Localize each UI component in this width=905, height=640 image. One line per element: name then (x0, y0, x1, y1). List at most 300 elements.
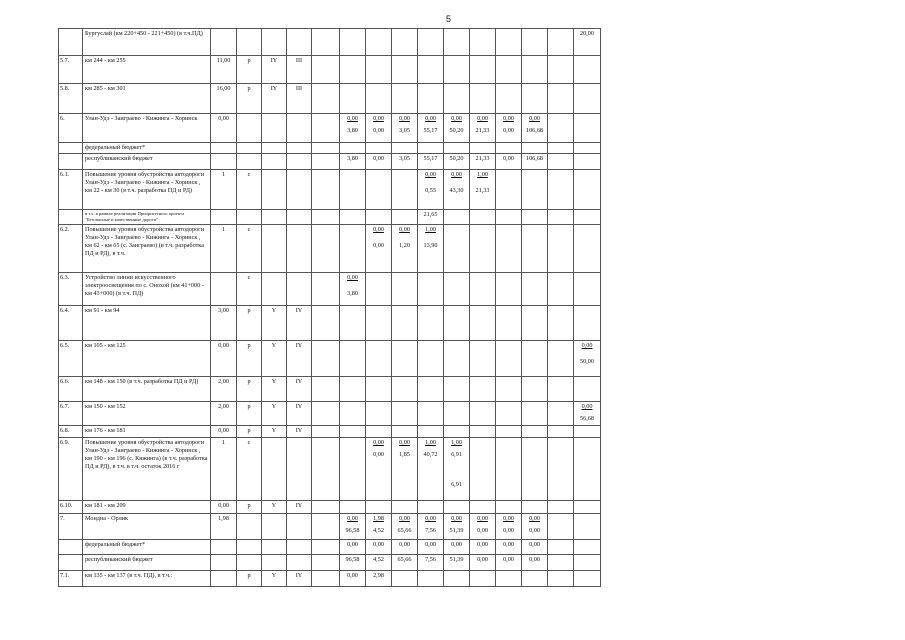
object-name-cell: федеральный бюджет* (83, 143, 211, 154)
object-name-cell: республиканский бюджет (83, 154, 211, 170)
empty-cell (312, 170, 340, 210)
object-name-cell: км 105 - км 125 (83, 341, 211, 377)
value-bottom: 50,00 (580, 358, 594, 365)
value-cell (340, 56, 366, 84)
empty-cell (312, 514, 340, 540)
empty-cell (312, 501, 340, 514)
row-number-cell: 6.8. (59, 426, 83, 438)
work-type-cell (237, 114, 262, 143)
value-top: 0,00 (529, 556, 540, 563)
category-before-cell: Y (262, 377, 287, 402)
value-top: 0,00 (581, 342, 593, 349)
value-cell (548, 341, 574, 377)
value-cell (392, 341, 418, 377)
category-after-cell (287, 438, 312, 501)
value-cell (444, 426, 470, 438)
table-row (59, 29, 601, 56)
value-cell (444, 306, 470, 341)
value-cell (418, 341, 444, 377)
empty-cell (312, 84, 340, 114)
value-cell (522, 56, 548, 84)
object-name-cell: км 244 - км 255 (83, 56, 211, 84)
value-cell (392, 29, 418, 56)
length-cell: 3,00 (211, 306, 237, 341)
category-before-cell (262, 143, 287, 154)
value-cell (548, 571, 574, 587)
value-cell (548, 402, 574, 426)
work-type-cell: с (237, 273, 262, 306)
value-cell (366, 56, 392, 84)
value-cell (548, 210, 574, 225)
value-top: 0,00 (399, 515, 410, 522)
value-cell (340, 170, 366, 210)
value-cell (418, 306, 444, 341)
table-row (59, 114, 601, 143)
empty-cell (312, 540, 340, 555)
value-cell (574, 306, 601, 341)
value-cell (522, 540, 548, 555)
table-row (59, 438, 601, 501)
value-top: 0,00 (399, 541, 410, 548)
value-top: 0,00 (399, 115, 410, 122)
value-cell (340, 84, 366, 114)
value-cell (522, 225, 548, 273)
row-number-cell (59, 555, 83, 571)
value-cell (522, 170, 548, 210)
value-cell (340, 438, 366, 501)
length-cell (211, 555, 237, 571)
work-type-cell: р (237, 501, 262, 514)
value-top: 0,00 (373, 439, 384, 446)
value-cell (522, 143, 548, 154)
value-bottom: 55,17 (423, 127, 438, 134)
value-cell (392, 555, 418, 571)
value-cell (340, 210, 366, 225)
value-cell (548, 273, 574, 306)
value-cell (392, 170, 418, 210)
value-top: 21,65 (423, 211, 438, 218)
object-name-cell: Повышение уровня обустройства автодороги Улан-Удэ - Заиграево - Кижинга - Хоринск , км 62 - км 65 (с. Заиграево) (в т.ч. разработка ПД и РД), в т.ч. (83, 225, 211, 273)
object-name-cell: Устройство линии искусственного электроосвещения по с. Онохой (км 41+000 - км 43+000) (в т.ч. ПД) (83, 273, 211, 306)
value-cell (574, 555, 601, 571)
category-before-cell: Y (262, 306, 287, 341)
value-top: 0,00 (373, 115, 384, 122)
value-cell (444, 402, 470, 426)
value-cell (418, 377, 444, 402)
value-cell (418, 56, 444, 84)
value-cell (470, 438, 496, 501)
table-row (59, 84, 601, 114)
row-number-cell: 5.7. (59, 56, 83, 84)
value-cell (418, 540, 444, 555)
table-row (59, 540, 601, 555)
value-cell (392, 273, 418, 306)
value-cell (496, 341, 522, 377)
value-top: 51,39 (449, 556, 464, 563)
value-cell (496, 56, 522, 84)
value-cell (496, 225, 522, 273)
value-cell (444, 501, 470, 514)
value-cell (418, 555, 444, 571)
length-cell (211, 210, 237, 225)
value-cell (340, 402, 366, 426)
value-bottom: 0,00 (477, 527, 488, 534)
value-cell (340, 540, 366, 555)
object-name-cell: Улан-Удэ - Заиграево - Кижинга - Хоринск (83, 114, 211, 143)
value-top: 106,68 (525, 155, 543, 162)
value-cell (574, 114, 601, 143)
value-cell (470, 555, 496, 571)
category-after-cell: IY (287, 571, 312, 587)
value-cell (392, 210, 418, 225)
value-cell (444, 154, 470, 170)
work-type-cell: р (237, 56, 262, 84)
value-cell (574, 170, 601, 210)
value-cell (470, 143, 496, 154)
value-cell (444, 143, 470, 154)
value-bottom: 0,55 (425, 187, 436, 194)
work-type-cell: с (237, 225, 262, 273)
value-cell (574, 143, 601, 154)
value-top: 0,00 (503, 115, 514, 122)
category-before-cell: IY (262, 56, 287, 84)
empty-cell (312, 56, 340, 84)
category-after-cell (287, 143, 312, 154)
table-row (59, 555, 601, 571)
value-cell (470, 426, 496, 438)
value-cell (418, 143, 444, 154)
object-name-cell: Мондна - Орлик (83, 514, 211, 540)
value-cell (418, 514, 444, 540)
value-cell (392, 571, 418, 587)
value-cell (418, 154, 444, 170)
value-cell (470, 571, 496, 587)
table-row (59, 306, 601, 341)
table-row (59, 154, 601, 170)
value-top: 0,00 (451, 171, 462, 178)
category-after-cell: IY (287, 402, 312, 426)
value-cell (392, 402, 418, 426)
value-cell (574, 56, 601, 84)
object-name-cell: республиканский бюджет (83, 555, 211, 571)
value-top: 0,00 (347, 115, 358, 122)
value-cell (392, 306, 418, 341)
value-bottom: 21,33 (475, 187, 490, 194)
value-cell (444, 273, 470, 306)
object-name-cell: Повышение уровня обустройства автодороги Улан-Удэ - Заиграево - Кижинга - Хоринск , км 190 - км 196 (с. Кижинга) (в т.ч. разработка ПД и РД), в т.ч. в т.ч. остаток 2016 г (83, 438, 211, 501)
row-number-cell: 6. (59, 114, 83, 143)
row-number-cell: 6.6. (59, 377, 83, 402)
empty-cell (312, 341, 340, 377)
value-top: 0,00 (347, 572, 358, 579)
value-cell (548, 501, 574, 514)
value-cell (522, 341, 548, 377)
value-cell (444, 514, 470, 540)
value-cell (444, 225, 470, 273)
table-row (59, 170, 601, 210)
value-cell (548, 555, 574, 571)
work-type-cell: с (237, 170, 262, 210)
empty-cell (312, 273, 340, 306)
value-cell (574, 571, 601, 587)
work-type-cell: р (237, 402, 262, 426)
value-cell (522, 571, 548, 587)
value-cell (496, 143, 522, 154)
table-row (59, 514, 601, 540)
length-cell: 1 (211, 438, 237, 501)
value-cell (444, 571, 470, 587)
value-cell (444, 170, 470, 210)
value-cell (522, 555, 548, 571)
value-cell (392, 154, 418, 170)
category-after-cell: III (287, 84, 312, 114)
value-cell (340, 341, 366, 377)
value-cell (522, 273, 548, 306)
value-cell (522, 210, 548, 225)
value-cell (366, 438, 392, 501)
value-top: 0,00 (529, 115, 540, 122)
length-cell (211, 29, 237, 56)
value-top: 3,05 (399, 155, 410, 162)
object-name-cell: км 181 - км 209 (83, 501, 211, 514)
value-top: 0,00 (399, 226, 410, 233)
value-cell (548, 306, 574, 341)
value-cell (418, 210, 444, 225)
category-after-cell: IY (287, 501, 312, 514)
category-before-cell (262, 438, 287, 501)
row-number-cell (59, 154, 83, 170)
value-cell (496, 29, 522, 56)
value-cell (392, 56, 418, 84)
value-cell (392, 426, 418, 438)
empty-cell (312, 143, 340, 154)
value-cell (418, 84, 444, 114)
value-cell (444, 210, 470, 225)
length-cell: 1,98 (211, 514, 237, 540)
value-cell (418, 501, 444, 514)
value-cell (522, 514, 548, 540)
value-top: 65,66 (397, 556, 412, 563)
value-top: 0,00 (451, 115, 462, 122)
value-cell (574, 341, 601, 377)
value-bottom: 4,52 (373, 527, 384, 534)
value-bottom: 0,00 (503, 527, 514, 534)
value-cell (418, 571, 444, 587)
value-top: 0,00 (399, 439, 410, 446)
length-cell: 1 (211, 225, 237, 273)
value-top: 7,56 (425, 556, 436, 563)
value-bottom: 0,00 (529, 527, 540, 534)
value-cell (340, 114, 366, 143)
table-row (59, 571, 601, 587)
category-after-cell (287, 210, 312, 225)
value-top: 0,00 (529, 515, 540, 522)
page-number: 5 (446, 14, 452, 24)
empty-cell (312, 426, 340, 438)
category-after-cell: IY (287, 341, 312, 377)
work-type-cell (237, 29, 262, 56)
value-cell (496, 438, 522, 501)
category-after-cell (287, 29, 312, 56)
value-cell (444, 114, 470, 143)
value-cell (548, 438, 574, 501)
value-cell (366, 501, 392, 514)
work-type-cell (237, 154, 262, 170)
value-cell (366, 143, 392, 154)
value-cell (548, 426, 574, 438)
value-bottom: 7,56 (425, 527, 436, 534)
value-cell (418, 402, 444, 426)
value-cell (470, 29, 496, 56)
value-cell (444, 555, 470, 571)
value-cell (548, 225, 574, 273)
value-bottom: 56,68 (580, 415, 594, 422)
value-cell (444, 29, 470, 56)
value-top: 2,98 (373, 572, 384, 579)
length-cell: 16,00 (211, 84, 237, 114)
value-cell (444, 540, 470, 555)
object-name-cell: в т.ч. в рамках реализации Приоритетного проекта "Безопасные и качественные дороги" (83, 210, 211, 225)
value-bottom: 65,66 (397, 527, 412, 534)
category-before-cell: Y (262, 571, 287, 587)
value-cell (392, 225, 418, 273)
value-bottom: 106,68 (525, 127, 543, 134)
category-after-cell (287, 114, 312, 143)
value-bottom: 0,00 (373, 451, 384, 458)
value-cell (522, 402, 548, 426)
value-bottom: 0,00 (373, 127, 384, 134)
value-cell (366, 540, 392, 555)
value-cell (548, 170, 574, 210)
work-type-cell: р (237, 571, 262, 587)
category-after-cell (287, 154, 312, 170)
work-type-cell (237, 555, 262, 571)
value-cell (548, 514, 574, 540)
object-name-cell: федеральный бюджет* (83, 540, 211, 555)
value-cell (496, 426, 522, 438)
value-remainder: 6,91 (451, 481, 462, 488)
category-before-cell: Y (262, 426, 287, 438)
value-top: 0,00 (347, 515, 358, 522)
value-top: 0,00 (477, 115, 488, 122)
value-cell (548, 56, 574, 84)
value-cell (470, 306, 496, 341)
value-top: 0,00 (373, 155, 384, 162)
value-top: 1,00 (425, 439, 436, 446)
value-cell (340, 273, 366, 306)
value-top: 0,00 (451, 541, 462, 548)
table-row (59, 341, 601, 377)
category-after-cell: III (287, 56, 312, 84)
value-top: 4,52 (373, 556, 384, 563)
value-cell (340, 154, 366, 170)
row-number-cell: 6.4. (59, 306, 83, 341)
value-cell (366, 514, 392, 540)
value-cell (574, 210, 601, 225)
row-number-cell: 6.9. (59, 438, 83, 501)
category-before-cell (262, 29, 287, 56)
length-cell (211, 154, 237, 170)
value-cell (470, 402, 496, 426)
value-cell (470, 501, 496, 514)
table-row (59, 210, 601, 225)
value-cell (366, 225, 392, 273)
empty-cell (312, 402, 340, 426)
empty-cell (312, 225, 340, 273)
value-cell (340, 501, 366, 514)
value-cell (496, 377, 522, 402)
empty-cell (312, 571, 340, 587)
value-bottom: 50,20 (449, 127, 464, 134)
value-top: 0,00 (503, 541, 514, 548)
row-number-cell (59, 29, 83, 56)
row-number-cell (59, 210, 83, 225)
value-cell (548, 540, 574, 555)
value-cell (522, 84, 548, 114)
value-cell (548, 29, 574, 56)
value-cell (574, 438, 601, 501)
value-top: 0,00 (373, 226, 384, 233)
value-cell (548, 114, 574, 143)
value-cell (366, 114, 392, 143)
value-cell (418, 426, 444, 438)
row-number-cell: 6.5. (59, 341, 83, 377)
value-top: 0,00 (477, 541, 488, 548)
value-top: 96,58 (345, 556, 360, 563)
value-cell (470, 114, 496, 143)
category-after-cell (287, 170, 312, 210)
object-name-cell: км 176 - км 181 (83, 426, 211, 438)
value-cell (392, 438, 418, 501)
value-cell (496, 154, 522, 170)
value-cell (366, 341, 392, 377)
value-top: 3,80 (347, 155, 358, 162)
value-top: 21,33 (475, 155, 490, 162)
value-cell (522, 29, 548, 56)
table-row (59, 426, 601, 438)
empty-cell (312, 154, 340, 170)
value-cell (470, 341, 496, 377)
category-before-cell (262, 273, 287, 306)
category-before-cell (262, 170, 287, 210)
value-cell (522, 114, 548, 143)
category-before-cell: IY (262, 84, 287, 114)
value-top: 0,00 (529, 541, 540, 548)
value-cell (470, 514, 496, 540)
value-bottom: 96,58 (345, 527, 360, 534)
value-cell (366, 29, 392, 56)
value-cell (470, 540, 496, 555)
value-cell (574, 402, 601, 426)
value-cell (366, 402, 392, 426)
value-cell (522, 154, 548, 170)
object-name-cell: км 91 - км 94 (83, 306, 211, 341)
value-cell (496, 306, 522, 341)
value-bottom: 0,00 (373, 242, 384, 249)
length-cell: 0,00 (211, 341, 237, 377)
object-name-cell: Повышение уровня обустройства автодороги Улан-Удэ - Заиграево - Кижинга - Хоринск , км 22 - км 30 (в т.ч. разработка ПД и РД) (83, 170, 211, 210)
length-cell: 0,00 (211, 426, 237, 438)
category-after-cell (287, 555, 312, 571)
value-cell (470, 84, 496, 114)
category-before-cell: Y (262, 402, 287, 426)
value-cell (366, 170, 392, 210)
value-top: 1,00 (451, 439, 462, 446)
value-bottom: 0,00 (503, 127, 514, 134)
value-cell (574, 540, 601, 555)
value-cell (366, 154, 392, 170)
value-cell (340, 306, 366, 341)
